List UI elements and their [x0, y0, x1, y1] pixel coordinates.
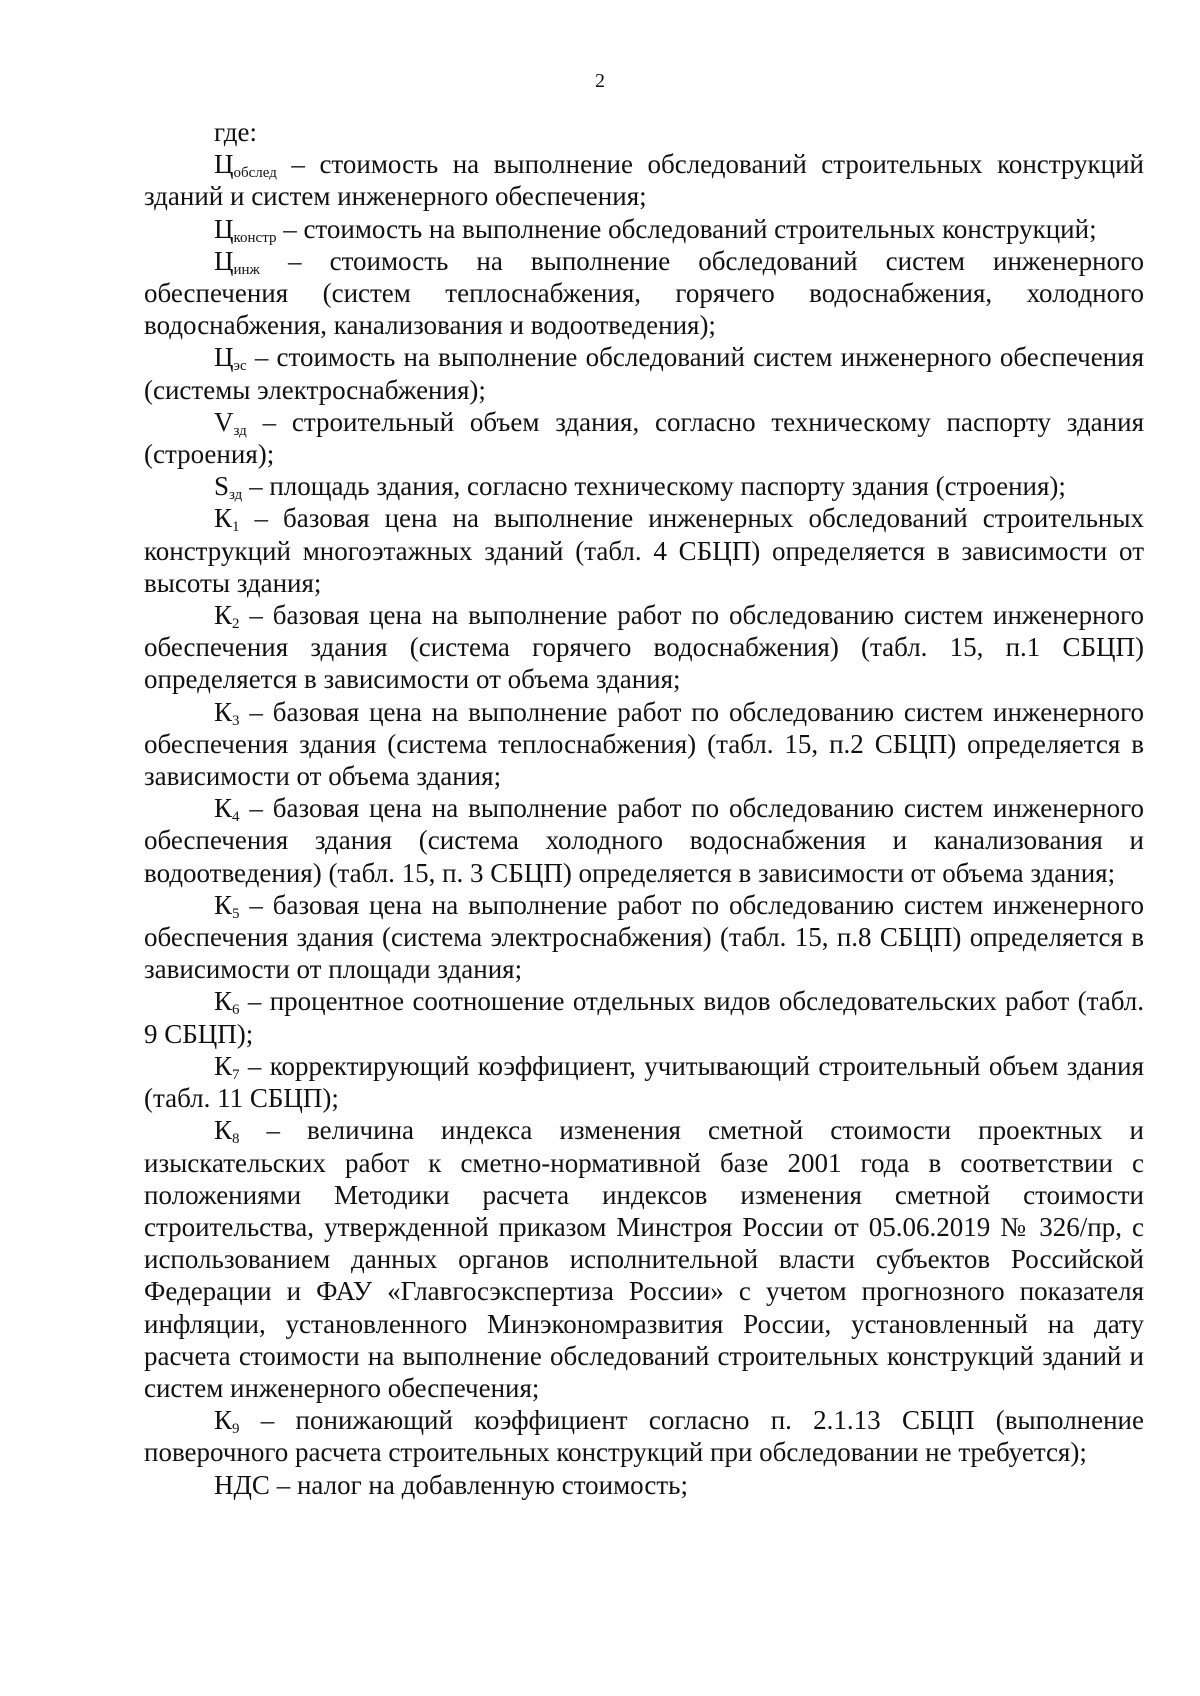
variable-symbol	[214, 600, 240, 633]
variable-symbol	[214, 697, 240, 727]
definition-paragraph	[144, 696, 1144, 793]
symbol-base: Ц	[214, 342, 234, 373]
variable-symbol	[214, 1405, 240, 1438]
definition-paragraph	[144, 502, 1144, 599]
definition-paragraph	[144, 792, 1144, 889]
variable-symbol	[214, 503, 240, 536]
definition-text: – понижающий коэффициент согласно п. 2.1.13 СБЦП (выполнение поверочного расчета строительных конструкций при обследовании не требуется);	[144, 1405, 1144, 1468]
intro-text: где:	[214, 117, 257, 147]
symbol-subscript: зд	[233, 422, 247, 439]
definition-text: – строительный объем здания, согласно техническому паспорту здания (строения);	[144, 406, 1144, 470]
definitions-list	[144, 148, 1144, 1501]
variable-symbol	[214, 342, 247, 375]
definition-paragraph	[144, 1114, 1144, 1404]
definition-text: – величина индекса изменения сметной стоимости проектных и изыскательских работ к сметно-нормативной базе 2001 года в соответствии с положениями Методики расчета индексов изменения сметной стоимости строительства, утвержденной приказом Минстроя России от 05.06.2019 № 326/пр, с использованием данных органов исполнительной власти субъектов Российской Федерации и ФАУ «Главгосэкспертиза России» с учетом прогнозного показателя инфляции, установленного Минэкономразвития России, установленный на дату расчета стоимости на выполнение обследований строительных конструкций зданий и систем инженерного обеспечения;	[144, 1115, 1144, 1403]
definition-paragraph	[144, 985, 1144, 1049]
symbol-base: S	[214, 471, 230, 502]
symbol-base: К	[214, 1405, 233, 1436]
definition-text: – базовая цена на выполнение работ по обследованию систем инженерного обеспечения здания (система холодного водоснабжения и канализования и водоотведения) (табл. 15, п. 3 СБЦП) определяется в зависимости от объема здания;	[144, 793, 1144, 888]
variable-symbol	[214, 1115, 240, 1148]
definition-paragraph	[144, 406, 1144, 470]
symbol-subscript: зд	[229, 487, 243, 504]
symbol-subscript: 8	[232, 1131, 240, 1148]
definition-paragraph	[144, 470, 1144, 502]
variable-symbol	[214, 471, 243, 504]
definition-text: – стоимость на выполнение обследований строительных конструкций;	[276, 213, 1097, 244]
definition-paragraph	[144, 889, 1144, 986]
definition-paragraph	[144, 599, 1144, 696]
variable-symbol	[214, 1470, 270, 1500]
symbol-base: К	[214, 696, 233, 727]
symbol-base: V	[214, 406, 234, 437]
variable-symbol	[214, 149, 277, 182]
definition-text: – корректирующий коэффициент, учитывающий строительный объем здания (табл. 11 СБЦП);	[144, 1050, 1144, 1114]
variable-symbol	[214, 986, 240, 1019]
definitions-body	[144, 116, 1144, 1501]
definition-paragraph	[144, 213, 1144, 245]
variable-symbol	[214, 407, 247, 437]
symbol-subscript: 1	[232, 519, 240, 536]
symbol-subscript: констр	[233, 229, 277, 246]
symbol-subscript: 6	[232, 1002, 240, 1019]
definition-paragraph	[144, 1050, 1144, 1114]
symbol-base: НДС	[214, 1469, 270, 1500]
definition-text: – площадь здания, согласно техническому паспорту здания (строения);	[242, 471, 1066, 502]
symbol-subscript: обслед	[233, 165, 277, 182]
symbol-subscript: 2	[232, 616, 240, 633]
page-number: 2	[595, 70, 605, 92]
definition-paragraph	[144, 245, 1144, 342]
symbol-subscript: 4	[232, 809, 240, 826]
definition-text: – базовая цена на выполнение работ по обследованию систем инженерного обеспечения здания (система горячего водоснабжения) (табл. 15, п.1 СБЦП) определяется в зависимости от объема здания;	[144, 600, 1144, 695]
symbol-base: К	[214, 503, 233, 534]
symbol-subscript: инж	[233, 261, 260, 278]
definition-text: – базовая цена на выполнение работ по обследованию систем инженерного обеспечения здания (система электроснабжения) (табл. 15, п.8 СБЦП) определяется в зависимости от площади здания;	[144, 889, 1144, 985]
variable-symbol	[214, 793, 240, 826]
definition-text: – процентное соотношение отдельных видов обследовательских работ (табл. 9 СБЦП);	[144, 986, 1144, 1049]
variable-symbol	[214, 246, 260, 276]
symbol-subscript: 9	[232, 1421, 240, 1438]
symbol-base: Ц	[214, 149, 234, 180]
symbol-base: К	[214, 600, 233, 631]
symbol-base: К	[214, 1115, 233, 1146]
variable-symbol	[214, 890, 240, 920]
symbol-subscript: 5	[232, 905, 240, 922]
symbol-base: К	[214, 986, 233, 1017]
symbol-subscript: 7	[232, 1066, 240, 1083]
symbol-base: К	[214, 793, 233, 824]
symbol-subscript: эс	[233, 358, 247, 375]
definition-paragraph	[144, 341, 1144, 405]
symbol-base: Ц	[214, 213, 234, 244]
definition-paragraph	[144, 1404, 1144, 1468]
definition-text: – стоимость на выполнение обследований систем инженерного обеспечения (систем теплоснабжения, горячего водоснабжения, холодного водоснабжения, канализования и водоотведения);	[144, 245, 1144, 341]
definition-text: – базовая цена на выполнение работ по обследованию систем инженерного обеспечения здания (система теплоснабжения) (табл. 15, п.2 СБЦП) определяется в зависимости от объема здания;	[144, 696, 1144, 792]
definition-text: – стоимость на выполнение обследований систем инженерного обеспечения (системы электроснабжения);	[144, 342, 1144, 405]
variable-symbol	[214, 1051, 240, 1081]
definition-paragraph	[144, 1469, 1144, 1501]
symbol-base: К	[214, 1050, 233, 1081]
symbol-subscript: 3	[232, 712, 240, 729]
definition-paragraph	[144, 148, 1144, 212]
definition-text: – налог на добавленную стоимость;	[269, 1469, 688, 1500]
definition-text: – базовая цена на выполнение инженерных обследований строительных конструкций многоэтажных зданий (табл. 4 СБЦП) определяется в зависимости от высоты здания;	[144, 503, 1144, 598]
symbol-base: Ц	[214, 245, 234, 276]
variable-symbol	[214, 214, 276, 244]
symbol-base: К	[214, 889, 233, 920]
definition-text: – стоимость на выполнение обследований строительных конструкций зданий и систем инженерного обеспечения;	[144, 149, 1144, 212]
